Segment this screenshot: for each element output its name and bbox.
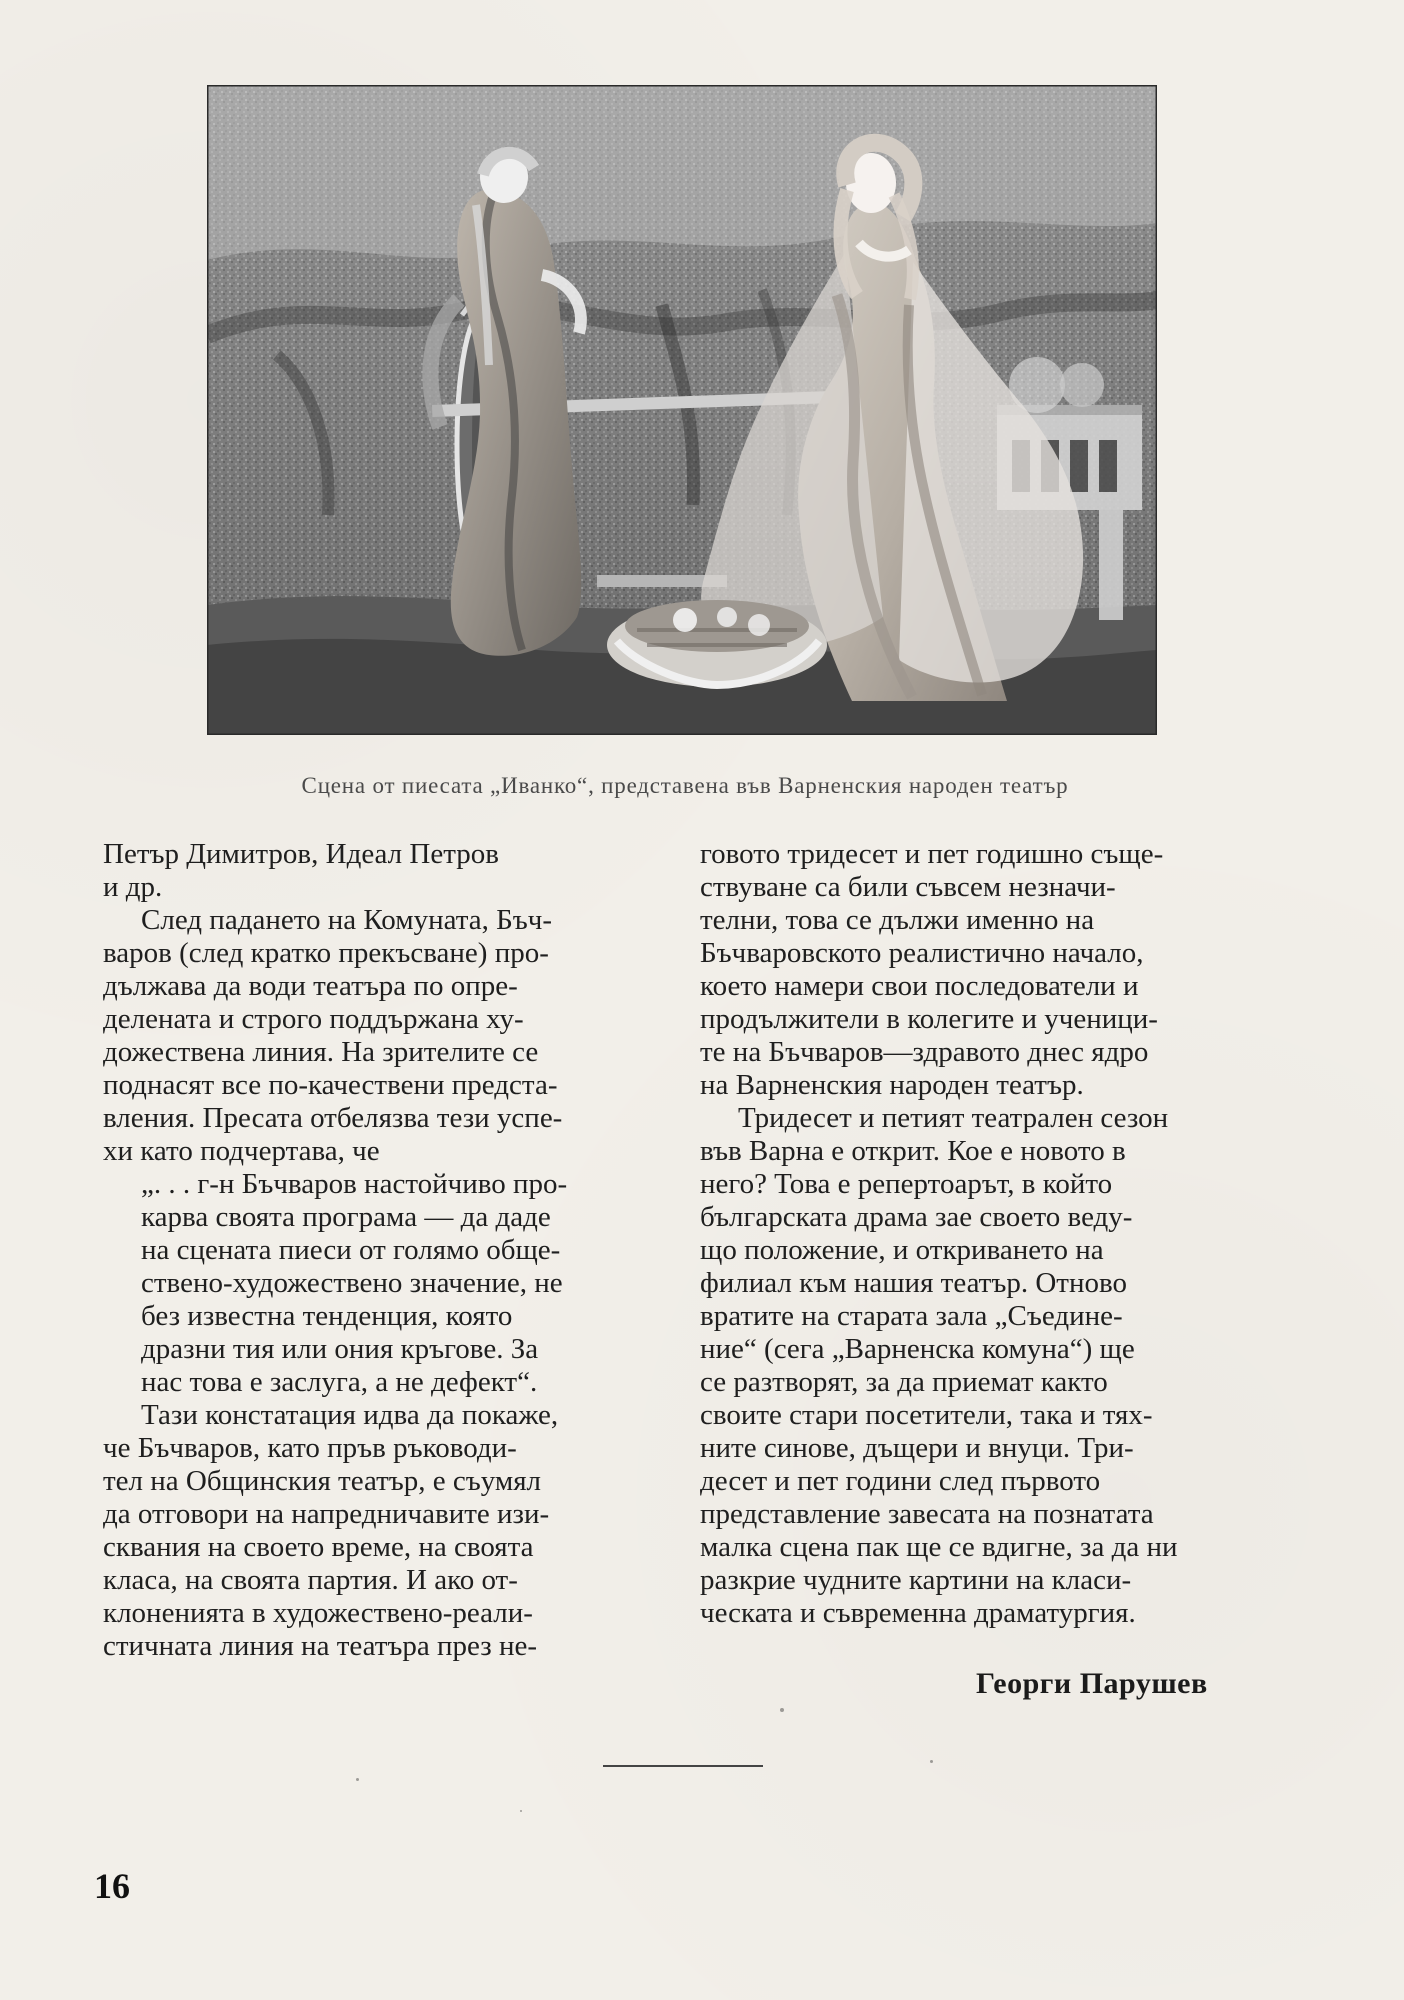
right-line: ческата и съвременна драматургия. [700, 1597, 1136, 1629]
left-line: вления. Пресата отбелязва тези успе- [103, 1102, 563, 1134]
right-column [700, 838, 1248, 1630]
left-line: и др. [103, 871, 163, 903]
right-line: ните синове, дъщери и внуци. Три- [700, 1432, 1134, 1464]
left-line: стичната линия на театъра през не- [103, 1630, 538, 1662]
left-line: клоненията в художествено-реали- [103, 1597, 533, 1629]
author-signature: Георги Парушев [976, 1667, 1208, 1700]
paper-speck [780, 1708, 784, 1712]
right-line: което намери свои последователи и [700, 970, 1139, 1002]
left-column [103, 838, 650, 1663]
left-line: варов (след кратко прекъсване) про- [103, 937, 549, 969]
right-line: разкрие чудните картини на класи- [700, 1564, 1132, 1596]
page-number: 16 [94, 1866, 130, 1906]
right-line: ние“ (сега „Варненска комуна“) ще [700, 1333, 1135, 1365]
left-line: тел на Общинския театър, е съумял [103, 1465, 542, 1497]
right-line: десет и пет години след първото [700, 1465, 1101, 1497]
right-line: Тридесет и петият театрален сезон [738, 1102, 1169, 1134]
left-line: дължава да води театъра по опре- [103, 970, 518, 1002]
left-line: хи като подчертава, че [103, 1135, 380, 1167]
left-line: делената и строго поддържана ху- [103, 1003, 524, 1035]
left-line: Тази констатация идва да покаже, [141, 1399, 559, 1431]
section-rule [603, 1765, 763, 1767]
photo-caption: Сцена от пиесата „Иванко“, представена във Варненския народен театър [301, 773, 1069, 798]
right-line: него? Това е репертоарът, в който [700, 1168, 1113, 1200]
right-line: говото тридесет и пет годишно съще- [700, 838, 1164, 870]
right-line: своите стари посетители, така и тях- [700, 1399, 1153, 1431]
right-line: българската драма зае своето веду- [700, 1201, 1133, 1233]
right-line: телни, това се дължи именно на [700, 904, 1095, 936]
left-line: ствено-художествено значение, не [141, 1267, 563, 1299]
left-line: нас това е заслуга, а не дефект“. [141, 1366, 538, 1398]
theatre-scene-photo [207, 85, 1157, 735]
left-line: сквания на своето време, на своята [103, 1531, 534, 1563]
right-line: представление завесата на познатата [700, 1498, 1154, 1530]
left-line: Петър Димитров, Идеал Петров [103, 838, 499, 870]
left-line: поднасят все по-качествени предста- [103, 1069, 558, 1101]
left-line: „. . . г-н Бъчваров настойчиво про- [141, 1168, 568, 1200]
left-line: дожествена линия. На зрителите се [103, 1036, 539, 1068]
right-line: вратите на старата зала „Съедине- [700, 1300, 1123, 1332]
right-line: филиал към нашия театър. Отново [700, 1267, 1127, 1299]
right-line: малка сцена пак ще се вдигне, за да ни [700, 1531, 1178, 1563]
left-line: да отговори на напредничавите изи- [103, 1498, 550, 1530]
right-line: ствуване са били съвсем незначи- [700, 871, 1116, 903]
left-line: на сцената пиеси от голямо обще- [141, 1234, 561, 1266]
paper-speck [520, 1810, 522, 1812]
left-line: класа, на своята партия. И ако от- [103, 1564, 518, 1596]
right-line: се разтворят, за да приемат както [700, 1366, 1108, 1398]
right-line: те на Бъчваров—здравото днес ядро [700, 1036, 1149, 1068]
left-line: дразни тия или ония кръгове. За [141, 1333, 539, 1365]
left-line: карва своята програма — да даде [141, 1201, 551, 1233]
right-line: що положение, и откриването на [700, 1234, 1104, 1266]
paper-speck [930, 1760, 933, 1763]
left-line: След падането на Комуната, Бъч- [141, 904, 553, 936]
right-line: продължители в колегите и ученици- [700, 1003, 1158, 1035]
left-line: без известна тенденция, която [141, 1300, 513, 1332]
paper-speck [356, 1778, 359, 1781]
right-line: Бъчваровското реалистично начало, [700, 937, 1144, 969]
right-line: във Варна е открит. Кое е новото в [700, 1135, 1126, 1167]
left-line: че Бъчваров, като пръв ръководи- [103, 1432, 517, 1464]
right-line: на Варненския народен театър. [700, 1069, 1084, 1101]
